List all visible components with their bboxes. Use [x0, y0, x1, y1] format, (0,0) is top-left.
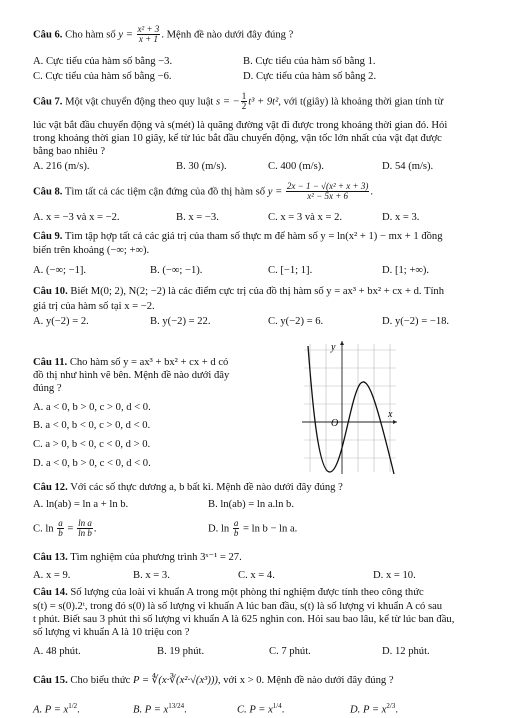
q10-line1-text: Biết M(0; 2), N(2; −2) là các điểm cực trị của đồ thị hàm số y = ax³ + bx² + cx + d. Tính — [70, 286, 445, 297]
q13-option-d[interactable]: D. x = 10. — [373, 570, 416, 581]
q9-label: Câu 9. — [33, 231, 63, 242]
q8-fraction: $\frac{\text{2x − 1 − √(x² + x + 3)}}{\text{x² − 5x + 6}}$ — [286, 181, 369, 202]
q6-option-a[interactable]: A. Cực tiểu của hàm số bằng −3. — [33, 56, 173, 67]
graph-grid — [304, 344, 396, 472]
q8-label: Câu 8. — [33, 186, 63, 198]
q6-option-b[interactable]: B. Cực tiểu của hàm số bằng 1. — [243, 56, 376, 67]
q15-expression: P = ∜(x·∛(x²·√(x³))) — [132, 675, 218, 686]
q15-c-base: C. P = x — [237, 704, 273, 716]
q7-stem-end: với t(giây) là khoảng thời gian tính từ — [283, 96, 444, 108]
q12-c-eq: = — [67, 523, 74, 535]
q15-option-c[interactable]: C. $P = x^{1/4}$. — [237, 702, 285, 716]
q9-option-b[interactable]: B. (−∞; −1). — [150, 265, 203, 276]
q8-option-c[interactable]: C. x = 3 và x = 2. — [268, 212, 343, 223]
y-axis-arrow — [340, 341, 344, 345]
q15-d-base: D. P = x — [350, 704, 387, 716]
q7-fraction: $\frac{1}{2}$ — [241, 91, 247, 112]
q15-stem-end: , với x > 0. Mệnh đề nào dưới đây đúng ? — [217, 675, 394, 686]
q8-stem-text: Tìm tất cả các tiệm cận đứng của đồ thị hàm số — [64, 186, 266, 198]
q10-line2: giá trị của hàm số tại x = −2. — [33, 301, 155, 312]
q7-stem — [33, 92, 443, 112]
q8-y: y = — [267, 186, 283, 198]
q15-option-d[interactable]: D. $P = x^{2/3}$. — [350, 702, 398, 716]
q14-line2: s(t) = s(0).2ᵗ, trong đó s(0) là số lượng vi khuẩn A lúc ban đầu, s(t) là số lượng vi khuẩn A có sau — [33, 601, 443, 612]
q13-label: Câu 13. — [33, 552, 68, 563]
q14-line4: số lượng vi khuẩn A là 10 triệu con ? — [33, 627, 190, 638]
q10-label: Câu 10. — [33, 286, 68, 297]
origin-label: O — [331, 418, 339, 429]
q12-d-pre: D. ln — [208, 523, 230, 535]
q6-stem-end: . Mệnh đề nào dưới đây đúng ? — [161, 29, 294, 41]
q9-line1-text: Tìm tập hợp tất cả các giá trị của tham số thực m để hàm số y = ln(x² + 1) − mx + 1 đồng — [64, 231, 443, 242]
q12-option-a[interactable]: A. ln(ab) = ln a + ln b. — [33, 499, 129, 510]
q11-label: Câu 11. — [33, 357, 68, 368]
q9-option-d[interactable]: D. [1; +∞). — [382, 265, 430, 276]
q7-option-c[interactable]: C. 400 (m/s). — [268, 161, 324, 172]
q7-s: s = − — [216, 96, 240, 108]
x-axis-label: x — [388, 409, 393, 420]
q12-c-pre: C. ln — [33, 523, 54, 535]
q7-line2: lúc vật bắt đầu chuyển động và s(mét) là quãng đường vật đi được trong khoảng thời gian đó. Hỏi — [33, 120, 448, 131]
q7-option-d[interactable]: D. 54 (m/s). — [382, 161, 434, 172]
q13-option-b[interactable]: B. x = 3. — [133, 570, 170, 581]
q12-c-post: . — [93, 523, 97, 535]
q6-option-c[interactable]: C. Cực tiểu của hàm số bằng −6. — [33, 71, 172, 82]
q11-option-d[interactable]: D. a < 0, b > 0, c < 0, d < 0. — [33, 458, 151, 469]
q10-line1 — [33, 285, 444, 298]
q14-line3: t phút. Biết sau 3 phút thì số lượng vi khuẩn A là 625 nghìn con. Hỏi sau bao lâu, kể từ lúc ban đầu, — [33, 614, 455, 625]
q7-line3: trong khoảng thời gian 10 giây, kể từ lúc bắt đầu chuyển động, vận tốc lớn nhất của vật đạt được — [33, 133, 442, 144]
q6-label: Câu 6. — [33, 29, 63, 41]
q11-option-b[interactable]: B. a < 0, b < 0, c > 0, d < 0. — [33, 420, 151, 431]
q15-option-b[interactable]: B. $P = x^{13/24}$. — [133, 702, 187, 716]
q15-d-exp: 2/3 — [386, 702, 396, 710]
q9-option-a[interactable]: A. (−∞; −1]. — [33, 265, 87, 276]
q7-option-a[interactable]: A. 216 (m/s). — [33, 161, 90, 172]
q8-option-d[interactable]: D. x = 3. — [382, 212, 420, 223]
q6-fraction: $\frac{\text{x² + 3}}{x + 1}$ — [137, 24, 160, 45]
q13-option-c[interactable]: C. x = 4. — [238, 570, 275, 581]
q7-option-b[interactable]: B. 30 (m/s). — [176, 161, 227, 172]
q11-line2: đồ thị như hình vẽ bên. Mệnh đề nào dưới đây — [33, 370, 230, 381]
q15-a-base: A. P = x — [33, 704, 69, 716]
q9-line1 — [33, 230, 443, 243]
q10-option-c[interactable]: C. y(−2) = 6. — [268, 316, 324, 327]
q7-stem-text: Một vật chuyển động theo quy luật — [65, 96, 214, 108]
y-axis-label: y — [331, 342, 336, 353]
q12-d-post: = ln b − ln a. — [243, 523, 298, 535]
q12-label: Câu 12. — [33, 482, 68, 493]
q6-y: y = — [118, 29, 133, 41]
q13-stem-text: Tìm nghiệm của phương trình 3ˣ⁻¹ = 27. — [70, 552, 242, 563]
q8-stem-end: . — [370, 186, 373, 198]
q13-stem — [33, 551, 242, 564]
q14-option-a[interactable]: A. 48 phút. — [33, 646, 81, 657]
q12-d-frac: $\frac{a}{b}$ — [233, 518, 239, 539]
q15-option-a[interactable]: A. $P = x^{1/2}$. — [33, 702, 80, 716]
q15-b-exp: 13/24 — [168, 702, 185, 710]
q13-option-a[interactable]: A. x = 9. — [33, 570, 71, 581]
q8-option-b[interactable]: B. x = −3. — [176, 212, 219, 223]
cubic-curve — [308, 346, 394, 474]
q14-option-b[interactable]: B. 19 phút. — [157, 646, 205, 657]
x-axis-arrow — [393, 420, 397, 424]
q6-stem-text: Cho hàm số — [65, 29, 116, 41]
q9-line2: biến trên khoảng (−∞; +∞). — [33, 245, 150, 256]
q12-option-c[interactable] — [33, 519, 96, 539]
q14-label: Câu 14. — [33, 587, 68, 598]
q12-option-d[interactable] — [208, 519, 297, 539]
q15-a-exp: 1/2 — [68, 702, 78, 710]
q11-line3: đúng ? — [33, 383, 62, 394]
q12-option-b[interactable]: B. ln(ab) = ln a.ln b. — [208, 499, 295, 510]
q11-cubic-graph — [300, 338, 400, 476]
q10-option-a[interactable]: A. y(−2) = 2. — [33, 316, 89, 327]
q10-option-d[interactable]: D. y(−2) = −18. — [382, 316, 450, 327]
q7-label: Câu 7. — [33, 96, 63, 108]
q11-option-c[interactable]: C. a > 0, b < 0, c < 0, d > 0. — [33, 439, 151, 450]
q11-line1-text: Cho hàm số y = ax³ + bx² + cx + d có — [69, 357, 229, 368]
q11-option-a[interactable]: A. a < 0, b > 0, c > 0, d < 0. — [33, 402, 151, 413]
q12-c-frac2: $\frac{\text{ln a}}{\text{ln b}}$ — [78, 518, 92, 539]
q6-stem — [33, 25, 293, 45]
q7-line4: bằng bao nhiêu ? — [33, 146, 106, 157]
q9-option-c[interactable]: C. [−1; 1]. — [268, 265, 313, 276]
q7-law: t³ + 9t², — [248, 96, 281, 108]
q15-stem — [33, 674, 394, 687]
q15-c-exp: 1/4 — [272, 702, 282, 710]
q8-option-a[interactable]: A. x = −3 và x = −2. — [33, 212, 120, 223]
q14-line1 — [33, 586, 424, 599]
q14-option-c[interactable]: C. 7 phút. — [269, 646, 311, 657]
q12-stem — [33, 481, 343, 494]
q15-b-base: B. P = x — [133, 704, 169, 716]
q12-c-frac1: $\frac{a}{b}$ — [58, 518, 63, 539]
q15-label: Câu 15. — [33, 675, 68, 686]
q6-option-d[interactable]: D. Cực tiểu của hàm số bằng 2. — [243, 71, 377, 82]
q15-stem-text: Cho biểu thức — [70, 675, 131, 686]
q14-option-d[interactable]: D. 12 phút. — [382, 646, 430, 657]
q8-stem — [33, 182, 373, 202]
q11-line1 — [33, 356, 228, 369]
q14-line1-text: Số lượng của loài vi khuẩn A trong một phòng thí nghiệm được tính theo công thức — [70, 587, 424, 598]
q10-option-b[interactable]: B. y(−2) = 22. — [150, 316, 211, 327]
q12-stem-text: Với các số thực dương a, b bất kì. Mệnh đề nào dưới đây đúng ? — [70, 482, 343, 493]
